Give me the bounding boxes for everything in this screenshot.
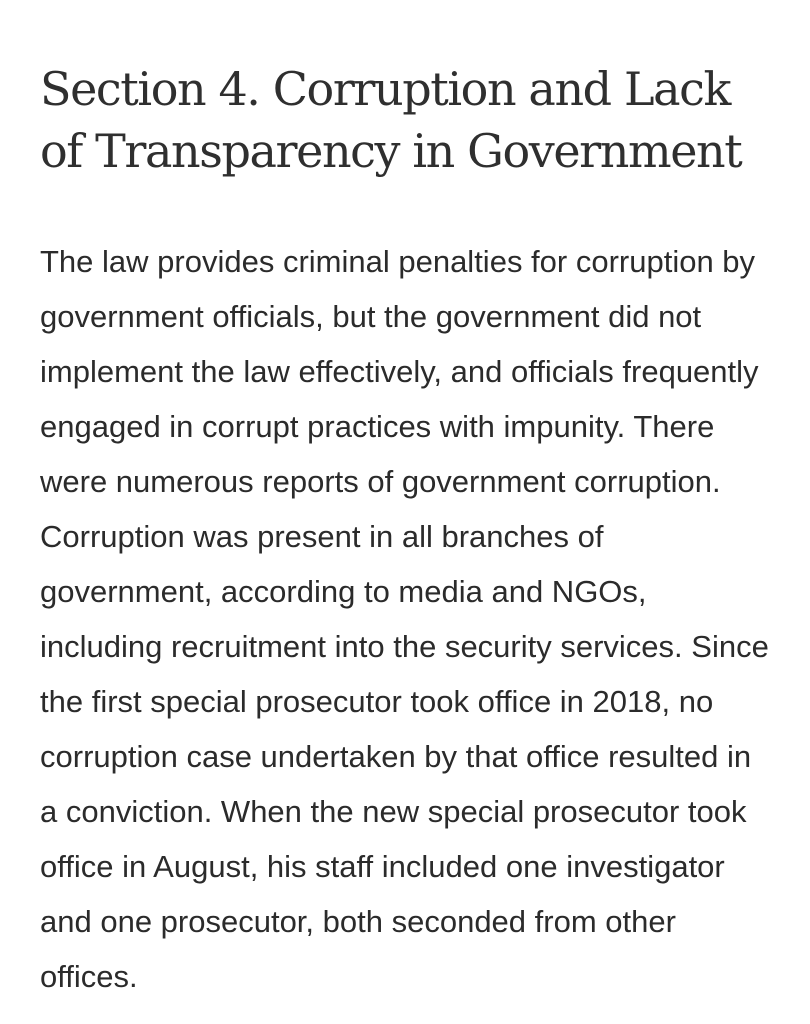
body-paragraph: The law provides criminal penalties for corruption by government officials, but the government did not implement the law effectively, and officials frequently engaged in corrupt practices with impunity. There were numerous reports of government corruption. Corruption was present in all branches of government, according to media and NGOs, including recruitment into the security services. Since the first special prosecutor took office in 2018, no corruption case undertaken by that office resulted in a conviction. When the new special prosecutor took office in August, his staff included one investigator and one prosecutor, both seconded from other offices. bbox=[40, 244, 769, 994]
section-heading: Section 4. Corruption and Lack of Transparency in Government bbox=[40, 62, 742, 178]
